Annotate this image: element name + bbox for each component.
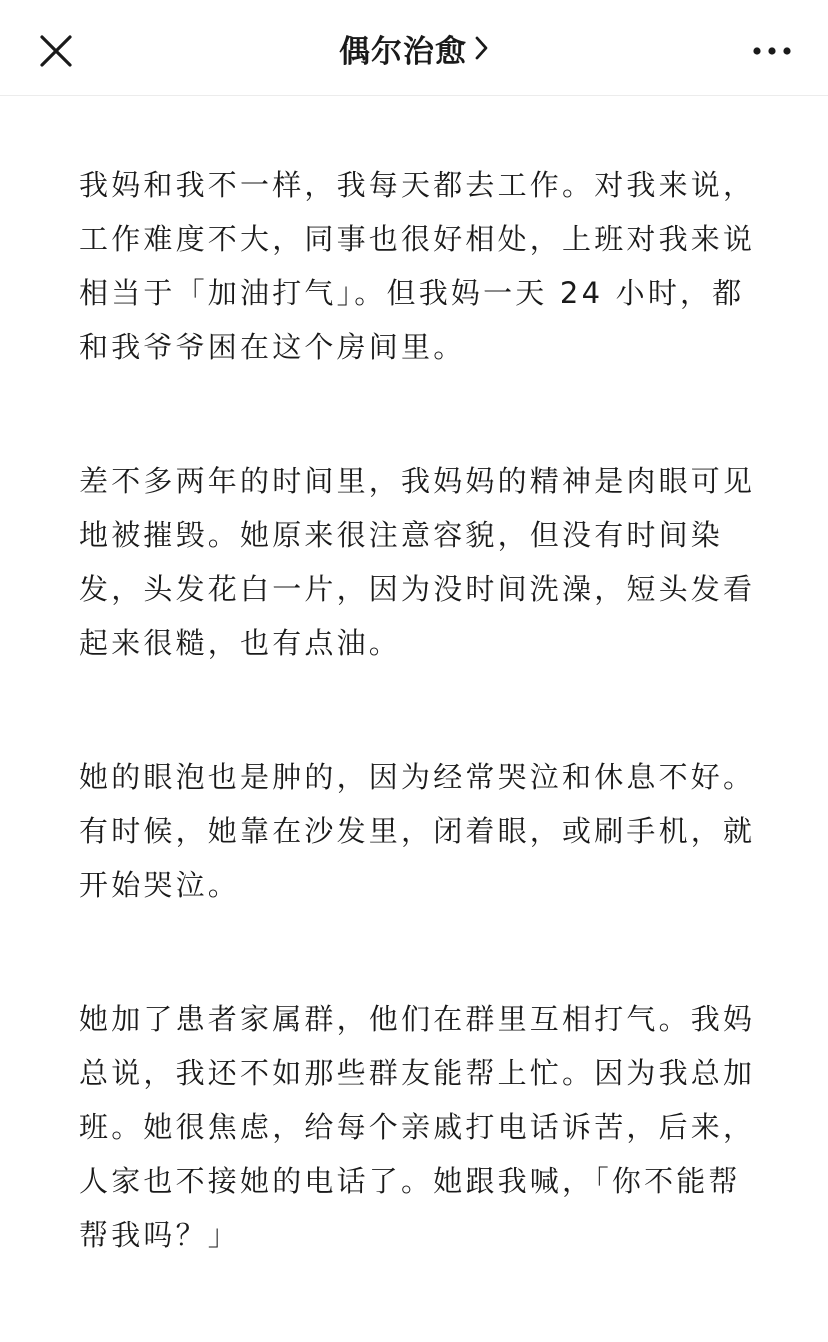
article-paragraph: 我妈和我不一样，我每天都去工作。对我来说，工作难度不大，同事也很好相处，上班对我来说相当于「加油打气」。但我妈一天 24 小时，都和我爷爷困在这个房间里。 xyxy=(79,168,756,364)
chevron-right-icon xyxy=(475,36,489,60)
more-horizontal-icon xyxy=(752,46,792,56)
article-paragraph: 差不多两年的时间里，我妈妈的精神是肉眼可见地被摧毁。她原来很注意容貌，但没有时间染发，头发花白一片，因为没时间洗澡，短头发看起来很糙，也有点油。 xyxy=(79,464,756,660)
article-body xyxy=(79,158,759,1342)
account-title: 偶尔治愈 xyxy=(339,33,467,70)
more-options-button[interactable] xyxy=(744,25,800,77)
account-title-link[interactable] xyxy=(339,26,489,71)
article-paragraph: 她的眼泡也是肿的，因为经常哭泣和休息不好。有时候，她靠在沙发里，闭着眼，或刷手机，就开始哭泣。 xyxy=(79,760,756,902)
title-wrapper xyxy=(0,0,828,96)
article-paragraph: 她加了患者家属群，他们在群里互相打气。我妈总说，我还不如那些群友能帮上忙。因为我总加班。她很焦虑，给每个亲戚打电话诉苦，后来，人家也不接她的电话了。她跟我喊，「你不能帮帮我吗？」 xyxy=(79,1002,756,1252)
close-icon xyxy=(39,34,73,68)
top-navigation-bar xyxy=(0,0,828,96)
close-button[interactable] xyxy=(30,25,82,77)
